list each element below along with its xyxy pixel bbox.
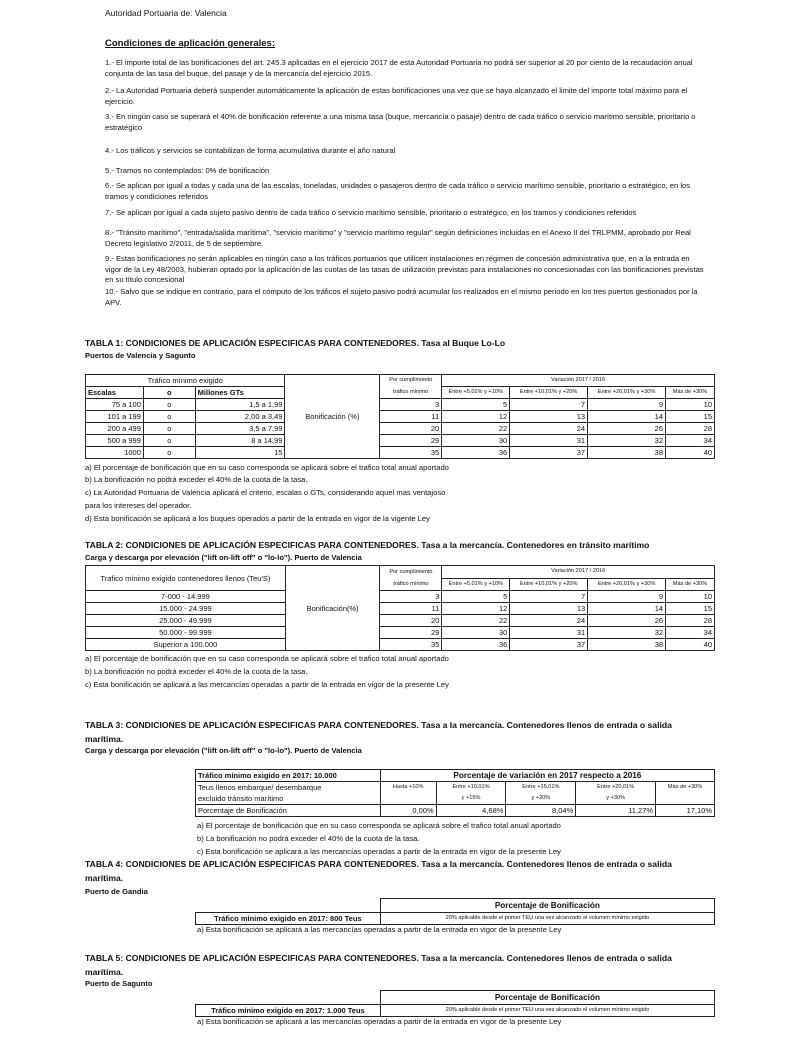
table2-subtitle: Carga y descarga por elevación ("lift on-lift off" o "lo-lo"). Puerto de Valencia [85,553,362,562]
value-cell: 31 [510,435,588,447]
table3-range-2: Entre +10,01% [436,782,506,794]
table1-range-4: Más de +30% [666,387,715,399]
value-cell: 32 [588,435,666,447]
table2-note-c: c) Esta bonificación se aplicará a las mercancías operadas a partir de la entrada en vigor de la presente Ley [85,680,449,689]
table4-subtitle: Puerto de Gandia [85,887,148,896]
table1-title: TABLA 1: CONDICIONES DE APLICACIÓN ESPECIFICAS PARA CONTENEDORES. Tasa al Buque Lo-Lo [85,338,506,348]
condition-9: 9.- Estas bonificaciones no serán aplicables en ningún caso a los tráficos portuarios que utilicen instalaciones en régimen de concesión administrativa que, en a la entrada en vigor de la Ley 48/2003, hubieran optado por la aplicación de las cuotas de las tasas de utilización previstas para instalaciones no concesionadas con las bonificaciones previstas en su título concesional [105,254,704,284]
table1-range-3: Entre +20,01% y +30% [588,387,666,399]
condition-10: 10.- Salvo que se indique en contrario, para el cómputo de los tráficos el sujeto pasivo podrá acumular los realizados en el mismo periodo en los tres puertos gestionados por la APV. [105,287,698,307]
table1-range-1: Entre +5,01% y +10% [442,387,510,399]
value-cell: 11 [380,603,442,615]
value-cell: 12 [442,411,510,423]
o-cell: o [143,411,195,423]
value-cell: 36 [442,447,510,459]
value-cell: 3 [380,591,442,603]
gts-cell: 1,5 a 1,99 [195,399,285,411]
table4-detail: 20% aplicable desde el primer TEU una vez alcanzado el volumen mínimo exigido [380,913,714,925]
table1 [85,374,715,459]
value-cell: 14 [588,411,666,423]
value-cell: 32 [588,627,666,639]
table5-traffic: Tráfico mínimo exigido en 2017: 1.000 Teus [196,1005,381,1017]
value-cell: 22 [442,615,510,627]
table5 [195,990,715,1017]
table1-note-a: a) El porcentaje de bonificación que en su caso corresponda se aplicará sobre el trafico total anual aportado [85,463,449,472]
gts-cell: 3,5 a 7,99 [195,423,285,435]
table3-range-5b [656,793,715,805]
value-cell: 34 [666,435,715,447]
value-cell: 24 [510,423,588,435]
value-cell: 29 [380,435,442,447]
table-row [86,615,715,627]
table3-note-a: a) El porcentaje de bonificación que en su caso corresponda se aplicará sobre el trafico total anual aportado [197,821,561,830]
value-cell: 40 [666,639,715,651]
value-cell: 26 [588,615,666,627]
condition-4: 4.- Los tráficos y servicios se contabilizan de forma acumulativa durante el año natural [105,146,396,155]
table-row [86,639,715,651]
table5-subtitle: Puerto de Sagunto [85,979,153,988]
condition-3: 3.- En ningún caso se superará el 40% de bonificación referente a una misma tasa (buque, mercancía o pasaje) dentro de cada tráfico o servicio marítimo sensible, prioritario o estratégico [105,112,696,132]
table2-bonif-label: Bonificación(%) [285,566,380,651]
value-cell: 20 [380,423,442,435]
condition-6: 6.- Se aplican por igual a todas y cada una de las escalas, toneladas, unidades o pasajeros dentro de cada tráfico o servicio marítimo sensible, prioritario o estratégico, en los tramos y condiciones referidos [105,181,691,201]
table3-row4: Porcentaje de Bonificación [196,805,381,817]
value-cell: 31 [510,627,588,639]
o-cell: o [143,435,195,447]
gts-cell: 8 a 14,99 [195,435,285,447]
conditions-title: Condiciones de aplicación generales: [105,38,275,49]
escalas-cell: 200 a 499 [86,423,144,435]
gts-cell: 2,00 a 3,49 [195,411,285,423]
table3-traffic-header: Tráfico mínimo exigido en 2017: 10.000 [196,770,381,782]
o-cell: o [143,399,195,411]
table-row [86,447,715,459]
table1-col-o: o [143,387,195,399]
table3-range-2b: y +15% [436,793,506,805]
value-cell: 10 [666,399,715,411]
escalas-cell: 101 a 199 [86,411,144,423]
value-cell: 36 [442,639,510,651]
table-row [196,805,715,817]
value-cell: 14 [588,603,666,615]
table2 [85,565,715,651]
table1-note-b: b) La bonificación no podrá exceder el 40% de la cuota de la tasa. [85,475,308,484]
value-cell: 22 [442,423,510,435]
table3-range-4: Entre +20,01% [576,782,656,794]
value-cell: 35 [380,447,442,459]
value-cell: 7 [510,399,588,411]
table3-title-2: marítima. [85,734,124,744]
table3-row3: excluido tránsito marítimo [196,793,381,805]
value-cell: 13 [510,411,588,423]
table1-subtitle: Puertos de Valencia y Sagunto [85,351,196,360]
table5-detail: 20% aplicable desde el primer TEU una vez alcanzado el volumen mínimo exigido [380,1005,714,1017]
value-cell: 38 [588,639,666,651]
table-row [86,435,715,447]
table2-traffic-header: Trafico mínimo exigido contenedores llenos (Teu'S) [86,566,286,591]
table2-range-4: Más de +30% [666,578,715,591]
condition-1: 1.- El importe total de las bonificaciones del art. 245.3 aplicadas en el ejercicio 2017 de esta Autoridad Portuaria no podrá ser superior al 20 por ciento de la recaudación anual conjunta de las tasa del buque, del pasaje y de la mercancía del ejercicio 2015. [105,58,693,78]
traffic-cell: 50.000 - 99.999 [86,627,286,639]
value-cell: 34 [666,627,715,639]
value-cell: 15 [666,603,715,615]
table5-title: TABLA 5: CONDICIONES DE APLICACIÓN ESPECIFICAS PARA CONTENEDORES. Tasa a la mercancía. Contenedores llenos de entrada o salida [85,953,672,963]
traffic-cell: Superior a 100.000 [86,639,286,651]
table2-cumpl-1: Por cumplimiento [380,566,442,579]
table-row [86,411,715,423]
table1-cumpl-1: Por cumplimiento [380,375,442,387]
table-row [86,603,715,615]
value-cell: 38 [588,447,666,459]
value-cell: 9 [588,399,666,411]
value-cell: 37 [510,447,588,459]
value-cell: 30 [442,627,510,639]
table-row [86,399,715,411]
table4 [195,898,715,925]
table1-note-d: d) Esta bonificación se aplicará a los buques operados a partir de la entrada en vigor de la vigente Ley [85,514,430,523]
table3-pct-header: Porcentaje de variación en 2017 respecto a 2016 [380,770,714,782]
table1-bonif-label: Bonificación (%) [285,375,380,459]
table2-note-a: a) El porcentaje de bonificación que en su caso corresponda se aplicará sobre el trafico total anual aportado [85,654,449,663]
condition-5: 5.- Tramos no contemplados: 0% de bonificación [105,166,270,175]
table1-col-gts: Millones GTs [195,387,285,399]
value-cell: 20 [380,615,442,627]
value-cell: 7 [510,591,588,603]
value-cell: 5 [442,591,510,603]
escalas-cell: 500 a 999 [86,435,144,447]
value-cell: 8,04% [506,805,576,817]
table5-pct-header: Porcentaje de Bonificación [380,991,714,1005]
value-cell: 37 [510,639,588,651]
value-cell: 30 [442,435,510,447]
table3-note-c: c) Esta bonificación se aplicará a las mercancías operadas a partir de la entrada en vigor de la presente Ley [197,847,561,856]
table3-title: TABLA 3: CONDICIONES DE APLICACIÓN ESPECIFICAS PARA CONTENEDORES. Tasa a la mercancía. Contenedores llenos de entrada o salida [85,720,672,730]
escalas-cell: 1000 [86,447,144,459]
document-header: Autoridad Portuaria de: Valencia [105,8,227,18]
table2-range-3: Entre +20,01% y +30% [588,578,666,591]
value-cell: 13 [510,603,588,615]
table1-range-2: Entre +10,01% y +20% [510,387,588,399]
table4-title-2: marítima. [85,873,124,883]
value-cell: 17,10% [656,805,715,817]
table3-range-4b: y +30% [576,793,656,805]
table1-col-escalas: Escalas [86,387,144,399]
value-cell: 11,27% [576,805,656,817]
table3-range-1: Hasta +10% [380,782,436,794]
table3-row2: Teus llenos embarque/ desembarque [196,782,381,794]
value-cell: 10 [666,591,715,603]
traffic-cell: 15.000 - 24.999 [86,603,286,615]
table4-pct-header: Porcentaje de Bonificación [380,899,714,913]
value-cell: 24 [510,615,588,627]
escalas-cell: 75 a 100 [86,399,144,411]
o-cell: o [143,447,195,459]
value-cell: 3 [380,399,442,411]
table3-range-1b [380,793,436,805]
value-cell: 4,68% [436,805,506,817]
value-cell: 12 [442,603,510,615]
table4-traffic: Tráfico mínimo exigido en 2017: 800 Teus [196,913,381,925]
condition-7: 7.- Se aplican por igual a cada sujeto pasivo dentro de cada tráfico o servicio marítimo sensible, prioritario o estratégico, en los tramos y condiciones referidos [105,208,637,217]
table3-range-5: Más de +30% [656,782,715,794]
table4-title: TABLA 4: CONDICIONES DE APLICACIÓN ESPECIFICAS PARA CONTENEDORES. Tasa a la mercancía. Contenedores llenos de entrada o salida [85,859,672,869]
table3-note-b: b) La bonificación no podrá exceder el 40% de la cuota de la tasa. [197,834,420,843]
traffic-cell: 25.000 - 49.999 [86,615,286,627]
value-cell: 15 [666,411,715,423]
value-cell: 40 [666,447,715,459]
table3 [195,769,715,817]
table2-title: TABLA 2: CONDICIONES DE APLICACIÓN ESPECIFICAS PARA CONTENEDORES. Tasa a la mercancía. Contenedores en tránsito marítimo [85,540,650,550]
table1-traffic-header: Tráfico mínimo exigido [86,375,285,387]
table3-range-3b: y +20% [506,793,576,805]
value-cell: 5 [442,399,510,411]
table-row [86,423,715,435]
table1-note-c2: para los intereses del operador. [85,501,192,510]
condition-2: 2.- La Autoridad Portuaria deberá suspender automáticamente la aplicación de estas bonificaciones una vez que se haya alcanzado el limite del importe total máximo para el ejercicio. [105,86,688,106]
table2-range-1: Entre +5,01% y +10% [442,578,510,591]
value-cell: 28 [666,615,715,627]
table2-cumpl-2: tráfico mínimo [380,578,442,591]
table4-note-a: a) Esta bonificación se aplicará a las mercancías operadas a partir de la entrada en vigor de la presente Ley [197,925,562,934]
value-cell: 29 [380,627,442,639]
table-row [86,627,715,639]
table2-variation: Variación 2017 / 2016 [442,566,715,579]
table3-subtitle: Carga y descarga por elevación ("lift on-lift off" o "lo-lo"). Puerto de Valencia [85,746,362,755]
value-cell: 26 [588,423,666,435]
value-cell: 11 [380,411,442,423]
traffic-cell: 7-000 - 14.999 [86,591,286,603]
table2-note-b: b) La bonificación no podrá exceder el 40% de la cuota de la tasa. [85,667,308,676]
value-cell: 35 [380,639,442,651]
table1-cumpl-2: tráfico mínimo [380,387,442,399]
table5-title-2: marítima. [85,967,124,977]
table1-note-c: c) La Autoridad Portuaria de Valencia aplicará el criterio, escalas o GTs, considerando aquel mas ventajoso [85,488,446,497]
value-cell: 28 [666,423,715,435]
table-row [86,591,715,603]
value-cell: 9 [588,591,666,603]
table5-note-a: a) Esta bonificación se aplicará a las mercancías operadas a partir de la entrada en vigor de la presente Ley [197,1017,562,1026]
value-cell: 0,00% [380,805,436,817]
condition-8: 8.- "Tránsito marítimo", "entrada/salida marítima", "servicio marítimo" y "servicio marítimo regular" según definiciones incluidas en el Anexo II del TRLPMM, aprobado por Real Decreto legislativo 2/2011, de 5 de septiembre. [105,228,691,248]
gts-cell: 15 [195,447,285,459]
o-cell: o [143,423,195,435]
table2-range-2: Entre +10,01% y +20% [510,578,588,591]
table1-variation: Variación 2017 / 2016 [442,375,715,387]
table3-range-3: Entre +15,01% [506,782,576,794]
